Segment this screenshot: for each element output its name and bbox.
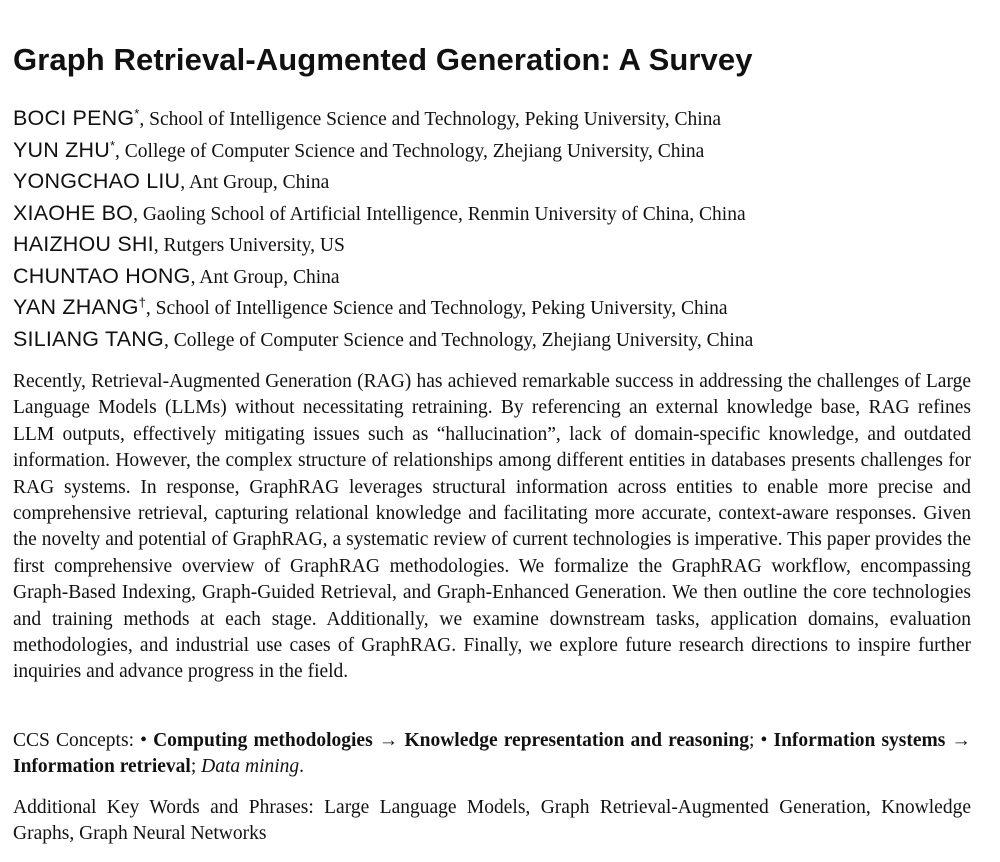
ccs-concept-information-systems: Information systems [773,730,946,751]
author-name: SILIANG TANG [13,326,164,351]
ccs-concept-data-mining: Data mining [201,756,300,778]
paper-title: Graph Retrieval-Augmented Generation: A Survey [13,42,753,77]
ccs-concept-information-retrieval: Information retrieval [13,756,191,778]
author-entry [13,198,971,230]
ccs-arrow: → [372,730,405,751]
author-list [13,103,971,355]
author-footnote-mark: † [138,295,146,310]
author-entry [13,103,971,135]
ccs-label: CCS Concepts: [13,730,141,751]
additional-keywords [13,795,971,848]
author-affiliation: , Ant Group, China [190,266,340,288]
author-entry [13,292,971,324]
author-affiliation: , School of Intelligence Science and Technology, Peking University, China [145,298,728,319]
author-affiliation: , College of Computer Science and Technology, Zhejiang University, China [115,140,705,162]
ccs-separator: ; [190,756,202,778]
abstract-paragraph: Recently, Retrieval-Augmented Generation (RAG) has achieved remarkable success in addressing the challenges of Large Language Models (LLMs) without necessitating retraining. By referencing an external knowledge base, RAG refines LLM outputs, effectively mitigating issues such as “hallucination”, lack of domain-specific knowledge, and outdated information. However, the complex structure of relationships among different entities in databases presents challenges for RAG systems. In response, GraphRAG leverages structural information across entities to enable more precise and comprehensive retrieval, capturing relational knowledge and facilitating more accurate, context-aware responses. Given the novelty and potential of GraphRAG, a systematic review of current technologies is imperative. This paper provides the first comprehensive overview of GraphRAG methodologies. We formalize the GraphRAG workflow, encompassing Graph-Based Indexing, Graph-Guided Retrieval, and Graph-Enhanced Generation. We then outline the core technologies and training methods at each stage. Additionally, we examine downstream tasks, application domains, evaluation methodologies, and industrial use cases of GraphRAG. Finally, we explore future research directions to inspire further inquiries and advance progress in the field. [13,371,971,683]
author-entry [13,229,971,261]
ccs-concept-knowledge-representation: Knowledge representation and reasoning [404,730,749,751]
keywords-label: Additional Key Words and Phrases: [13,797,325,818]
author-name: YONGCHAO LIU [13,169,181,193]
ccs-concepts [13,728,971,781]
author-affiliation: , Rutgers University, US [153,235,345,256]
author-entry [13,166,971,198]
ccs-separator: ; [748,730,761,751]
author-name: YUN ZHU [13,137,110,162]
author-affiliation: , Gaoling School of Artificial Intelligence, Renmin University of China, China [133,203,746,225]
author-name: XIAOHE BO [13,200,134,225]
author-name: CHUNTAO HONG [13,263,191,288]
author-entry [13,261,971,293]
ccs-concept-computing-methodologies: Computing methodologies [153,730,373,751]
author-entry [13,324,971,356]
author-name: BOCI PENG [13,106,135,130]
ccs-bullet: • [140,730,154,751]
author-name: HAIZHOU SHI [13,232,154,256]
author-entry [13,135,971,167]
author-footnote-mark: * [134,106,140,121]
author-affiliation: , College of Computer Science and Technology, Zhejiang University, China [163,329,754,351]
ccs-end: . [299,756,305,778]
author-name: YAN ZHANG [13,295,139,319]
ccs-arrow: → [945,730,972,751]
author-footnote-mark: * [109,137,116,153]
keywords-text: Large Language Models, Graph Retrieval-Augmented Generation, Knowledge Graphs, Graph Neural Networks [13,797,971,845]
ccs-bullet: • [760,730,774,751]
author-affiliation: , Ant Group, China [180,172,330,193]
author-affiliation: , School of Intelligence Science and Technology, Peking University, China [139,109,722,130]
